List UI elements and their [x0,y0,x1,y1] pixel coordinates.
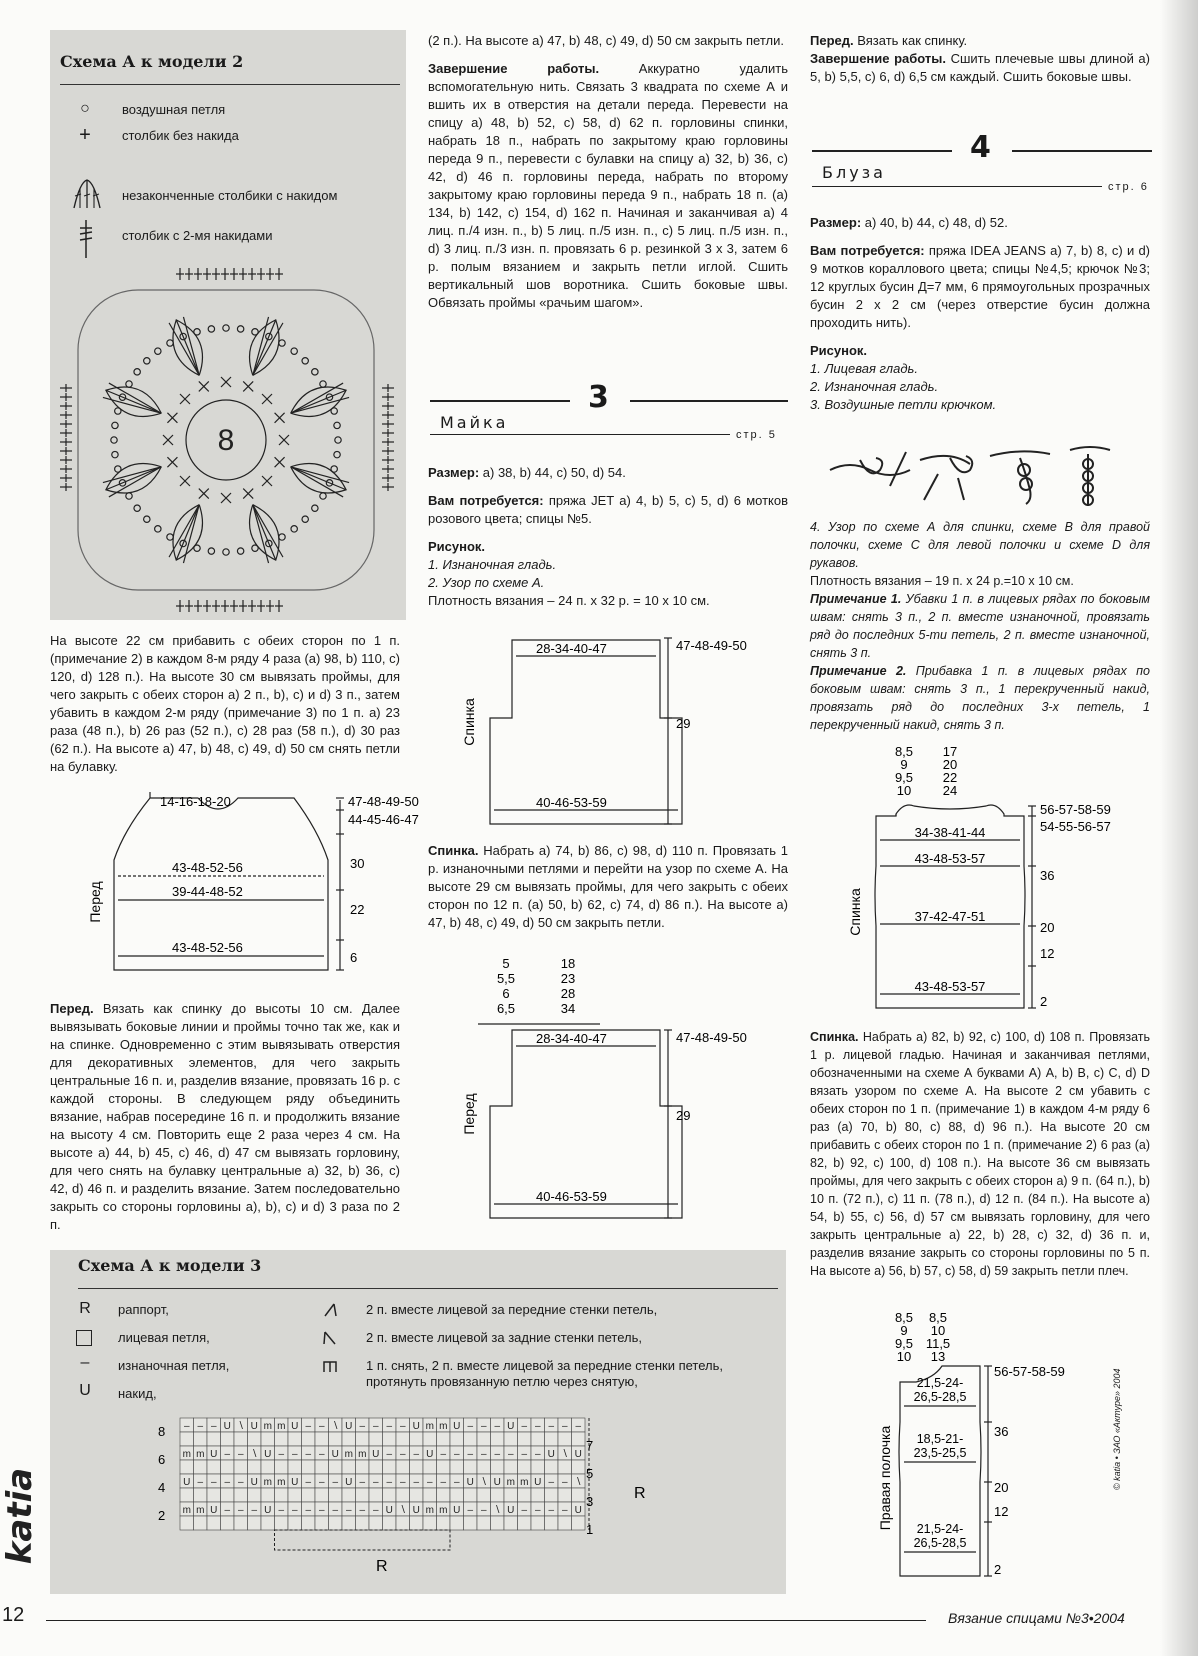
svg-text:U: U [345,1477,353,1488]
dim-h30: 30 [350,856,365,871]
back-text: Набрать а) 82, b) 92, c) 100, d) 108 п. Провязать 1 р. лицевой гладью. Начиная и заканчивая петлями, обозначенными на схеме А буквами А) А, b) B, c) C, d) D вязать узором по схеме А. На высоте 2 см убавить с обеих сторон по 1 п. (примечание 1) в каждом 4-м ряду 6 раз (а) 70, b) 80, c) 88, d) 96 п.). На высоте 20 см прибавить с обеих сторон по 1 п. (примечание 2) 6 раз (а) 82, b) 92, c) 100, d) 108 п.). На высоте 36 см вывязать проймы, для чего закрыть с обеих сторон а) 9 п. (64 п.), b) 10 п. (72 п.), c) 11 п. (78 п.), d) 12 п. (84 п.). На высоте а) 54, b) 55, c) 56, d) 57 см вывязать горловину, для чего закрыть центральные а) 22, b) 28, c) 32, d) 36 п. и, разделив вязание закрыть со стороны горловины по 5 п. На высоте а) 56, b) 57, c) 58, d) 59 закрыть петли плеч. [810,1030,1150,1278]
dim-h20: 20 [994,1480,1009,1495]
svg-text:∖: ∖ [237,1421,244,1432]
svg-text:U: U [453,1505,461,1516]
neck-left-a: 8,5 [894,744,914,759]
svg-text:m: m [196,1449,205,1460]
dim-h36: 36 [1040,868,1055,883]
svg-text:–: – [480,1449,487,1460]
svg-text:–: – [318,1505,325,1516]
svg-text:–: – [561,1421,568,1432]
back-heading: Спинка. [810,1030,859,1044]
unfinished-dc-cluster-icon [70,176,104,212]
pattern-item: 1. Лицевая гладь. [810,361,919,376]
legend-label: столбик с 2-мя накидами [122,228,273,243]
neck-right-a: 8,5 [928,1310,948,1325]
svg-text:–: – [291,1505,298,1516]
svg-text:U: U [493,1477,501,1488]
neck-right-a: 17 [942,744,958,759]
col1-text-2 [50,1000,400,1234]
svg-text:m: m [263,1421,272,1432]
note2-text: Прибавка 1 п. в лицевых рядах по боковым швам: снять 3 п., 1 перекрученный накид, провязать ряд до последних 3-х петель, 1 перекрученный накид, снять 3 п. [810,664,1150,732]
single-crochet-icon: + [79,124,91,146]
density-text: Плотность вязания – 24 п. х 32 р. = 10 х 10 см. [428,593,710,608]
svg-text:–: – [372,1477,379,1488]
svg-text:U: U [534,1477,542,1488]
svg-text:–: – [291,1449,298,1460]
footer-rule [46,1620,926,1621]
col3-text-2 [810,214,1150,414]
dim-width-mid1: 43-48-53-57 [914,851,986,866]
section-4-rule-left [812,150,952,152]
dim-total-h: 47-48-49-50 [676,638,747,653]
neck-width-b: 23 [560,971,576,986]
svg-text:–: – [237,1477,244,1488]
svg-text:–: – [561,1505,568,1516]
svg-text:U: U [453,1421,461,1432]
back-heading: Спинка. [428,843,479,858]
repeat-icon: R [79,1300,91,1317]
svg-text:–: – [440,1477,447,1488]
neck-width-d: 34 [560,1001,576,1016]
row-label: 8 [158,1424,166,1439]
neck-right-c: 11,5 [925,1336,951,1351]
dim-h36: 36 [994,1424,1009,1439]
svg-text:–: – [224,1449,231,1460]
neck-left-c: 9,5 [894,1336,914,1351]
svg-text:–: – [399,1421,406,1432]
dim-total-h: 47-48-49-50 [676,1030,747,1045]
copyright: © katia • ЗАО «Актуре» 2004 [1112,1368,1122,1490]
piece-label: Перед [461,1093,477,1135]
svg-text:–: – [413,1477,420,1488]
dim-h29: 29 [676,716,691,731]
section-4-page: стр. 6 [1108,181,1149,193]
scheme-a3-divider [78,1288,778,1289]
svg-text:–: – [386,1477,393,1488]
dim-width-mid2: 37-42-47-51 [914,909,986,924]
svg-text:–: – [548,1505,555,1516]
dim-total-h2: 54-55-56-57 [1040,819,1111,834]
svg-text:U: U [264,1505,272,1516]
density-text: Плотность вязания – 19 п. х 24 р.=10 х 10 см. [810,574,1074,588]
svg-text:m: m [277,1477,286,1488]
neck-depth-d: 6,5 [496,1001,516,1016]
right-front-pattern-model4 [877,1310,1100,1586]
dim-width-bottom: 40-46-53-59 [536,795,607,810]
note2-heading: Примечание 2. [810,664,907,678]
svg-text:U: U [574,1449,582,1460]
svg-text:U: U [372,1449,380,1460]
svg-text:U: U [223,1421,231,1432]
finish-heading: Завершение работы. [428,61,600,76]
svg-text:–: – [210,1421,217,1432]
size-heading: Размер: [810,215,862,230]
pattern-item: 4. Узор по схеме А для спинки, схеме В для правой полочки, схеме С для левой полочки и схеме D для рукавов. [810,520,1150,570]
svg-text:U: U [183,1477,191,1488]
svg-text:–: – [197,1421,204,1432]
svg-text:–: – [521,1449,528,1460]
svg-text:m: m [358,1449,367,1460]
svg-text:–: – [480,1421,487,1432]
pattern-item: 2. Узор по схеме А. [428,575,545,590]
knitting-chart [140,1416,700,1576]
section-4-number: 4 [970,130,991,165]
svg-text:–: – [521,1505,528,1516]
pattern-item: 3. Воздушные петли крючком. [810,397,997,412]
svg-text:–: – [386,1449,393,1460]
svg-text:U: U [250,1477,258,1488]
front-pattern-model2 [60,790,419,980]
finish-heading: Завершение работы. [810,51,946,66]
section-3-title: Майка [440,413,509,432]
svg-text:–: – [305,1505,312,1516]
neck-left-b: 9 [900,1323,908,1338]
brand-logo: katia [0,1467,41,1565]
pattern-heading: Рисунок. [428,539,486,554]
svg-text:U: U [507,1421,515,1432]
dim-total-h1: 56-57-58-59 [1040,802,1111,817]
legend-label: незаконченные столбики с накидом [122,188,338,203]
front-text: Вязать как спинку до высоты 10 см. Далее вывязывать боковые линии и проймы точно так же, как и на спинке. Одновременно с этим вывязывать отверстия для декоративных элементов, для чего закрыть центральные 16 п. и, разделив вязание, провязать 16 р. с каждой стороны. В следующем ряду объединить вязание, набрав посередине 16 п. и продолжить вязание на высоту 4 см. Повторить еще 2 раза через 4 см. На высоте а) 44, b) 45, c) 46, d) 47 см вывязать горловину, для чего снять на булавку центральные а) 32, b) 36, c) 42, d) 46 п. и разделить вязание. Затем последовательно закрыть со стороны горловины а), b), c) и d) 3 раза по 2 п. [50,1001,400,1232]
section-4-rule-right [1012,150,1152,152]
row-label: 7 [586,1438,594,1453]
dim-width-bot-1: 21,5-24- [916,1522,964,1536]
col1-paragraph: На высоте 22 см прибавить с обеих сторон по 1 п. (примечание 2) в каждом 8-м ряду 4 раза (а) 98, b) 110, c) 120, d) 128 п.). На высоте 30 см вывязать проймы, для чего закрыть с обеих сторон а) 2 п., b), c) и d) 3 п., затем убавить в каждом 2-м ряду (примечание 3) по 1 п. а) 23 раза (48 п.), b) 26 раз (52 п.), c) 28 раз (58 п.), d) 30 раз (62 п.). На высоте а) 47, b) 48, c) 49, d) 50 см снять петли на булавку. [50,633,400,774]
svg-text:U: U [507,1505,515,1516]
svg-text:–: – [480,1505,487,1516]
svg-text:U: U [412,1505,420,1516]
svg-text:U: U [345,1421,353,1432]
section-4-underline [812,186,1102,187]
legend-label: столбик без накида [122,128,239,143]
need-text: пряжа JET а) 4, b) 5, c) 5, d) 6 мотков розового цвета; спицы №5. [428,493,789,526]
svg-text:–: – [237,1449,244,1460]
svg-text:m: m [520,1477,529,1488]
svg-text:–: – [224,1505,231,1516]
neck-width-a: 18 [560,956,576,971]
neck-right-d: 24 [942,783,958,798]
svg-text:U: U [412,1421,420,1432]
svg-text:U: U [210,1505,218,1516]
svg-text:–: – [534,1449,541,1460]
dim-total-h: 56-57-58-59 [994,1364,1065,1379]
neck-depth-a: 5 [502,956,510,971]
dim-h2: 2 [1040,994,1048,1009]
row-label: 1 [586,1522,594,1537]
legend-label: 1 п. снять, 2 п. вместе лицевой за передние стенки петель, протянуть провязанную петлю через снятую, [366,1358,724,1389]
section-4-title: Блуза [822,163,886,182]
size-text: а) 40, b) 44, c) 48, d) 52. [861,215,1008,230]
legend-label: накид, [118,1386,157,1401]
svg-text:U: U [574,1505,582,1516]
dim-neck: 14-16-18-20 [160,794,231,809]
svg-text:–: – [399,1449,406,1460]
neck-depth-b: 5,5 [496,971,516,986]
section-3-rule-right [630,400,788,402]
dim-h22: 22 [350,902,365,917]
col3-text-1 [810,32,1150,86]
piece-label: Перед [87,881,103,923]
neck-right-b: 10 [930,1323,946,1338]
legend-label: 2 п. вместе лицевой за задние стенки петель, [366,1330,642,1345]
legend-label: раппорт, [118,1302,169,1317]
svg-text:–: – [372,1505,379,1516]
svg-text:–: – [305,1449,312,1460]
dim-total-h2: 44-45-46-47 [348,812,419,827]
row-label: 2 [158,1508,166,1523]
svg-text:–: – [332,1505,339,1516]
dim-width-mid-2: 23,5-25,5 [913,1446,967,1460]
svg-text:m: m [425,1421,434,1432]
pattern-heading: Рисунок. [810,343,868,358]
svg-text:–: – [413,1449,420,1460]
neck-right-d: 13 [930,1349,946,1364]
section-3-page: стр. 5 [736,429,777,441]
legend-label: изнаночная петля, [118,1358,230,1373]
svg-text:–: – [426,1477,433,1488]
front-heading: Перед. [50,1001,94,1016]
svg-text:U: U [547,1449,555,1460]
svg-text:U: U [426,1449,434,1460]
svg-text:–: – [372,1421,379,1432]
svg-text:U: U [331,1449,339,1460]
dim-h6: 6 [350,950,358,965]
k2tog-back-icon [322,1330,338,1346]
svg-text:–: – [453,1477,460,1488]
need-heading: Вам потребуется: [428,493,544,508]
row-label: 5 [586,1466,594,1481]
front-text: Вязать как спинку. [853,33,968,48]
neck-width-c: 28 [560,986,576,1001]
row-label: 6 [158,1452,166,1467]
chain-stitch-icon: ○ [80,100,90,117]
neck-left-d: 10 [896,783,912,798]
svg-text:–: – [237,1505,244,1516]
svg-text:m: m [344,1449,353,1460]
svg-text:–: – [359,1421,366,1432]
svg-text:–: – [494,1449,501,1460]
svg-text:–: – [467,1421,474,1432]
svg-text:∖: ∖ [494,1505,501,1516]
dim-h2: 2 [994,1562,1002,1577]
back-pattern-model3 [440,634,790,834]
svg-text:∖: ∖ [575,1477,582,1488]
dim-width-top-2: 26,5-28,5 [913,1390,967,1404]
svg-text:∖: ∖ [480,1477,487,1488]
col1-text-1 [50,632,400,776]
motif-center-number: 8 [217,424,235,457]
neck-left-c: 9,5 [894,770,914,785]
dim-width-mid: 39-44-48-52 [172,884,243,899]
dim-width-top: 34-38-41-44 [914,825,986,840]
svg-text:–: – [548,1421,555,1432]
svg-text:–: – [467,1505,474,1516]
front-pattern-model3 [440,956,790,1220]
col2-text-3 [428,842,788,932]
row-label: 4 [158,1480,166,1495]
col3-text-3 [810,518,1150,734]
pattern-item: 2. Изнаночная гладь. [810,379,939,394]
k2tog-front-icon [322,1302,338,1318]
svg-text:–: – [440,1449,447,1460]
neck-right-c: 22 [942,770,958,785]
page-edge-shadow [1160,0,1198,1656]
piece-label: Правая полочка [877,1425,893,1531]
yarn-over-icon: U [79,1382,91,1399]
svg-text:m: m [182,1505,191,1516]
neck-depth-c: 6 [502,986,510,1001]
front-heading: Перед. [810,33,854,48]
svg-text:–: – [278,1449,285,1460]
dim-h29: 29 [676,1108,691,1123]
finish-text: Сшить плечевые швы длиной а) 5, b) 5,5, c) 6, d) 6,5 см каждый. Сшить боковые швы. [810,51,1150,84]
svg-text:m: m [277,1421,286,1432]
finish-text: Аккуратно удалить вспомогательную нить. Связать 3 квадрата по схеме А и вшить их в отверстия на детали переда. Перевести на спицу а) 48, b) 52, c) 58, d) 62 п. горловины спинки, набрать 18 п., набрать по закрытому краю горловины переда 9 п., перевести с булавки на спицу а) 32, b) 36, c) 42, d) 46 п. горловины переда, набрать по второму закрытому краю горловины переда 9 п., набрать 18 п. (а) 134, b) 142, c) 154, d) 162 п. Начиная и заканчивая а) 4 лиц. п./4 изн. п., b) 5 лиц. п./5 изн. п., c) 5 лиц. п./5 изн. п., d) 3 лиц. п./3 изн. п. провязать 6 р. резинкой 3 х 3, затем 6 р. полым вязанием и закрыть петли иглой. Сшить вертикальный шов воротника. Сшить боковые швы. Обвязать проймы «рачьим шагом». [428,61,789,310]
svg-text:m: m [439,1505,448,1516]
back-pattern-model4 [840,746,1140,1016]
pattern-item: 1. Изнаночная гладь. [428,557,557,572]
sk2p-icon [322,1358,338,1374]
svg-text:–: – [359,1477,366,1488]
svg-text:–: – [359,1505,366,1516]
svg-text:U: U [385,1505,393,1516]
scheme-a3-legend [70,1300,770,1410]
legend-label: воздушная петля [122,102,226,117]
dim-width-bot-2: 26,5-28,5 [913,1536,967,1550]
magazine-title: Вязание спицами №3•2004 [948,1610,1125,1626]
svg-text:m: m [506,1477,515,1488]
svg-text:∖: ∖ [332,1421,339,1432]
legend-label: лицевая петля, [118,1330,210,1345]
svg-text:–: – [534,1505,541,1516]
svg-text:–: – [318,1421,325,1432]
svg-text:–: – [318,1477,325,1488]
col3-text-4 [810,1028,1150,1280]
repeat-label-bottom: R [376,1558,388,1575]
svg-text:–: – [197,1477,204,1488]
col2-paragraph: (2 п.). На высоте а) 47, b) 48, c) 49, d) 50 см закрыть петли. [428,33,784,48]
dim-h12: 12 [1040,946,1055,961]
dim-width-bottom: 40-46-53-59 [536,1189,607,1204]
svg-text:–: – [453,1449,460,1460]
size-heading: Размер: [428,465,480,480]
svg-text:m: m [425,1505,434,1516]
svg-text:–: – [494,1421,501,1432]
svg-text:m: m [439,1421,448,1432]
svg-text:–: – [210,1477,217,1488]
svg-text:–: – [278,1505,285,1516]
col2-text-2 [428,464,788,610]
svg-text:–: – [386,1421,393,1432]
svg-text:–: – [318,1449,325,1460]
svg-text:–: – [305,1421,312,1432]
svg-text:U: U [264,1449,272,1460]
scheme-a3-title: Схема А к модели 3 [78,1256,262,1275]
dim-width-top: 43-48-52-56 [172,860,243,875]
scheme-a2-title: Схема А к модели 2 [60,52,244,71]
svg-text:–: – [332,1477,339,1488]
svg-text:–: – [534,1421,541,1432]
svg-text:U: U [250,1421,258,1432]
svg-text:U: U [291,1477,299,1488]
svg-text:m: m [196,1505,205,1516]
page-number: 12 [2,1604,25,1626]
svg-text:–: – [467,1449,474,1460]
svg-text:m: m [182,1449,191,1460]
dim-h20: 20 [1040,920,1055,935]
section-3-rule-left [430,400,570,402]
svg-text:–: – [561,1477,568,1488]
piece-label: Спинка [461,698,477,746]
neck-right-b: 20 [942,757,958,772]
neck-left-d: 10 [896,1349,912,1364]
dim-width-bottom: 43-48-52-56 [172,940,243,955]
svg-text:m: m [263,1477,272,1488]
size-text: а) 38, b) 44, c) 50, d) 54. [479,465,626,480]
treble-crochet-icon [76,218,96,260]
svg-text:–: – [548,1477,555,1488]
dim-width-bottom: 43-48-53-57 [914,979,986,994]
svg-text:–: – [521,1421,528,1432]
need-heading: Вам потребуется: [810,243,925,258]
back-text: Набрать а) 74, b) 86, c) 98, d) 110 п. Провязать 1 р. изнаночными петлями и перейти на узор по схеме А. На высоте 29 см вывязать проймы, для чего закрыть с обеих сторон по 12 п. (а) 50, b) 62, c) 74, d) 86 п.). На высоте а) 47, b) 48, c) 49, d) 50 см закрыть петли. [428,843,788,930]
note1-heading: Примечание 1. [810,592,902,606]
knit-stitch-icon [76,1330,92,1346]
dim-total-h1: 47-48-49-50 [348,794,419,809]
purl-stitch-icon: – [80,1354,90,1371]
chain-stitch-illustration [820,430,1120,510]
svg-text:U: U [210,1449,218,1460]
note1-text: Убавки 1 п. в лицевых рядах по боковым швам: снять 3 п., 2 п. вместе изнаночной, провязать ряд до последних 5-ти петель, 2 п. вместе изнаночной, снять 3 п. [810,592,1150,660]
section-3-number: 3 [588,380,609,415]
svg-text:∖: ∖ [561,1449,568,1460]
svg-text:–: – [305,1477,312,1488]
dim-h12: 12 [994,1504,1009,1519]
svg-text:–: – [183,1421,190,1432]
dim-width-top: 28-34-40-47 [536,641,607,656]
svg-text:–: – [507,1449,514,1460]
neck-left-a: 8,5 [894,1310,914,1325]
svg-text:U: U [291,1421,299,1432]
piece-label: Спинка [847,888,863,936]
repeat-label: R [634,1485,646,1502]
svg-text:∖: ∖ [399,1505,406,1516]
dim-width-top-1: 21,5-24- [916,1376,964,1390]
scheme-a2-divider [60,84,400,85]
crochet-square-diagram [60,268,400,608]
svg-text:U: U [466,1477,474,1488]
svg-text:∖: ∖ [251,1449,258,1460]
neck-left-b: 9 [900,757,908,772]
svg-text:–: – [251,1505,258,1516]
need-text: пряжа IDEA JEANS а) 7, b) 8, c) и d) 9 мотков кораллового цвета; спицы №4,5; крючок №3; 12 круглых бусин Д=7 мм, 6 прямоугольных прозрачных бусин 2 х 2 см (через отверстие бусин должна проходить нить). [810,243,1151,330]
svg-text:–: – [575,1421,582,1432]
svg-text:–: – [224,1477,231,1488]
svg-text:–: – [399,1477,406,1488]
dim-width-top: 28-34-40-47 [536,1031,607,1046]
dim-width-mid-1: 18,5-21- [916,1432,964,1446]
svg-text:–: – [345,1505,352,1516]
section-3-underline [430,434,730,435]
row-label: 3 [586,1494,594,1509]
legend-label: 2 п. вместе лицевой за передние стенки петель, [366,1302,658,1317]
col2-text-1 [428,32,788,322]
